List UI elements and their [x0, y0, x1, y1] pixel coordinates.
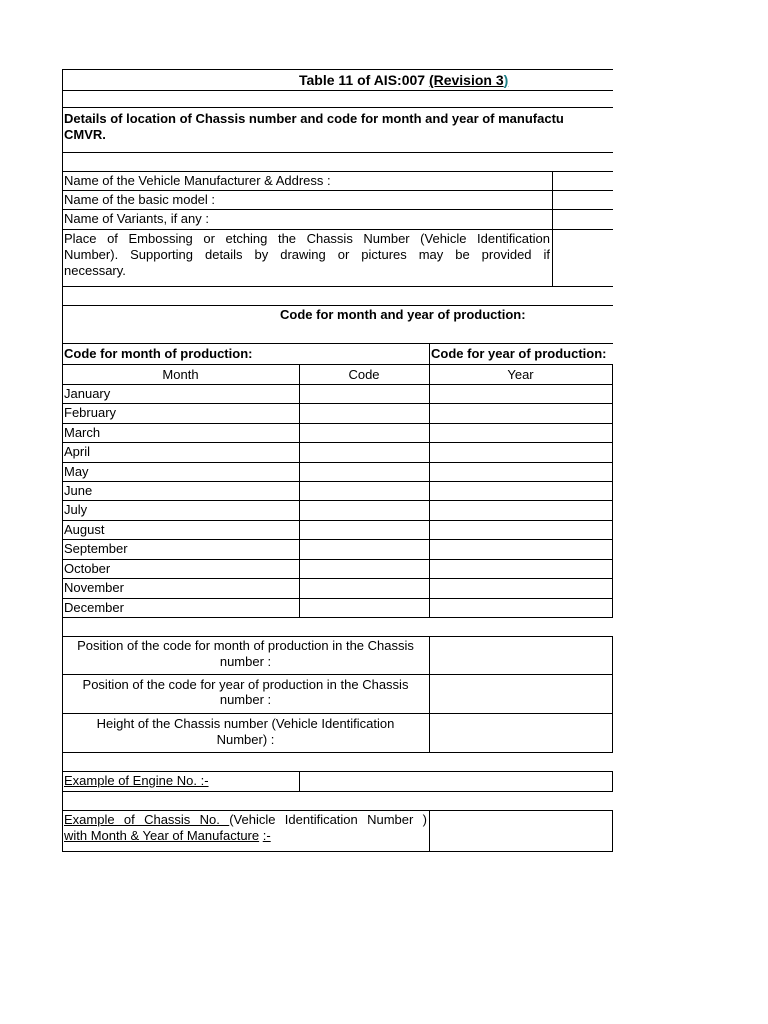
- rule: [62, 636, 613, 637]
- rule: [62, 752, 613, 753]
- rule: [62, 500, 613, 501]
- rule: [62, 343, 613, 344]
- year-section-label: Code for year of production:: [431, 346, 607, 361]
- embossing-label-line3: necessary.: [64, 263, 126, 278]
- rule: [62, 403, 613, 404]
- table-row-month: December: [64, 600, 124, 615]
- rule: [62, 810, 613, 811]
- rule: [62, 617, 613, 618]
- embossing-label-line1: Place of Embossing or etching the Chassis Number (Vehicle Identification: [64, 231, 550, 246]
- rule: [429, 343, 430, 618]
- rule: [62, 520, 613, 521]
- manufacturer-label: Name of the Vehicle Manufacturer & Address :: [64, 173, 331, 188]
- rule: [62, 229, 613, 230]
- rule: [612, 771, 613, 792]
- table-row-month: June: [64, 483, 93, 498]
- rule: [612, 810, 613, 852]
- table-row-month: March: [64, 425, 101, 440]
- embossing-label-line2: Number). Supporting details by drawing or pictures may be provided if: [64, 247, 550, 262]
- rule: [62, 598, 613, 599]
- table-row-month: January: [64, 386, 111, 401]
- rule: [299, 364, 300, 618]
- year-position-label-line2: number :: [219, 692, 272, 707]
- column-header-month: Month: [162, 367, 199, 382]
- basic-model-label: Name of the basic model :: [64, 192, 216, 207]
- chassis-example-suffix: :-: [262, 828, 271, 843]
- chassis-example-underlined: Example of Chassis No.: [64, 812, 230, 827]
- rule: [62, 791, 613, 792]
- rule: [299, 771, 300, 792]
- year-position-label-line1: Position of the code for year of production in the Chassis: [82, 677, 409, 692]
- rule: [62, 152, 613, 153]
- rule: [612, 636, 613, 753]
- rule: [62, 481, 613, 482]
- details-heading-line1: Details of location of Chassis number and code for month and year of manufactu: [64, 111, 564, 126]
- details-heading-line2: CMVR.: [64, 127, 106, 142]
- rule: [429, 636, 430, 753]
- rule: [62, 442, 613, 443]
- rule: [552, 171, 553, 286]
- chassis-example-label-line2: [64, 828, 271, 844]
- production-code-heading: Code for month and year of production:: [280, 307, 526, 322]
- rule: [62, 851, 613, 852]
- table-row-month: May: [64, 464, 89, 479]
- table-row-month: July: [64, 502, 88, 517]
- rule: [62, 384, 613, 385]
- rule: [62, 364, 613, 365]
- rule: [62, 107, 613, 108]
- rule: [612, 364, 613, 618]
- rule: [62, 69, 613, 70]
- column-header-year: Year: [507, 367, 534, 382]
- rule: [62, 90, 613, 91]
- table-row-month: February: [64, 405, 117, 420]
- rule: [62, 190, 613, 191]
- revision-close: ): [503, 72, 509, 88]
- rule: [62, 674, 613, 675]
- rule: [62, 305, 613, 306]
- rule: [62, 423, 613, 424]
- rule: [62, 771, 613, 772]
- rule: [62, 209, 613, 210]
- revision-label: (Revision 3: [428, 72, 504, 88]
- rule: [429, 810, 430, 852]
- month-section-label: Code for month of production:: [64, 346, 253, 361]
- rule: [62, 578, 613, 579]
- table-row-month: November: [64, 580, 124, 595]
- table-row-month: August: [64, 522, 105, 537]
- month-position-label-line1: Position of the code for month of production in the Chassis: [77, 638, 414, 653]
- rule: [62, 286, 613, 287]
- month-position-label-line2: number :: [219, 654, 272, 669]
- table-row-month: September: [64, 541, 128, 556]
- rule: [62, 171, 613, 172]
- table-title: [299, 72, 508, 88]
- column-header-code: Code: [348, 367, 380, 382]
- rule: [62, 559, 613, 560]
- height-label-line1: Height of the Chassis number (Vehicle Identification: [96, 716, 395, 731]
- chassis-example-label-line1: [64, 812, 427, 828]
- title-prefix: Table 11 of AIS:007: [299, 72, 429, 88]
- engine-example-label: Example of Engine No. :-: [64, 773, 209, 788]
- rule: [62, 462, 613, 463]
- chassis-example-rest: (Vehicle Identification Number ): [229, 812, 427, 827]
- table-row-month: October: [64, 561, 111, 576]
- height-label-line2: Number) :: [216, 732, 275, 747]
- chassis-example-manufacture: with Month & Year of Manufacture: [64, 828, 260, 843]
- rule: [62, 539, 613, 540]
- table-row-month: April: [64, 444, 91, 459]
- rule: [62, 713, 613, 714]
- variants-label: Name of Variants, if any :: [64, 211, 209, 226]
